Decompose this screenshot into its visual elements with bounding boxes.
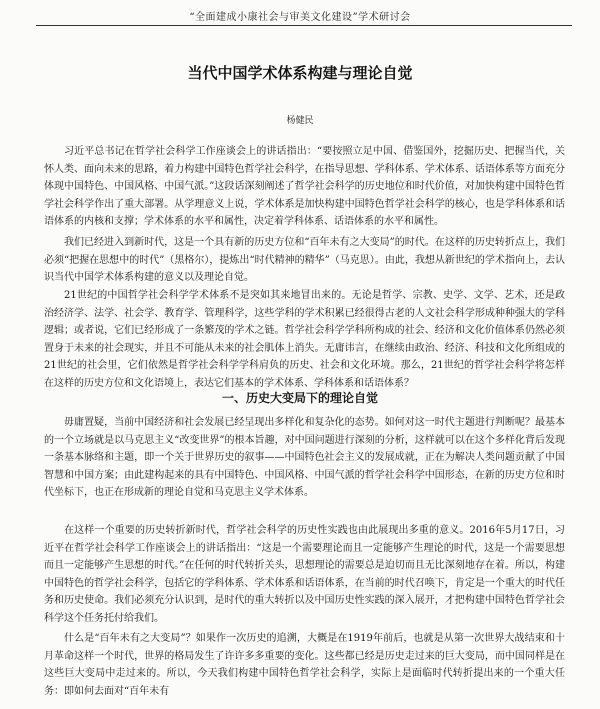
header-rule xyxy=(36,25,572,26)
paragraph: 什么是“百年未有之大变局”？如果作一次历史的追溯，大概是在1919年前后，也就是从第一次世界大战结束和十月革命这样一个时代，世界的格局发生了许许多多重要的变化。这些都已经是历史走过来的巨大变局，而中国同样是在这些巨大变局中走过来的。所以，今天我们构建中国特色哲学社会科学，实际上是面临时代转折提出来的一个重大任务：即如何去面对“百年未有 xyxy=(44,633,565,697)
paragraph: 21世纪的中国哲学社会科学学术体系不是突如其来地冒出来的。无论是哲学、宗教、史学、文学、艺术，还是政治经济学、法学、社会学、教育学、管理科学，这些学科的学术积累已经很得古老的人文社会科学形成种种强大的学科逻辑；或者说，它们已经形成了一条繁茂的学术之链。哲学社会科学学科所构成的社会、经济和文化价值体系仍然必须置身于未来的社会现实，并且不可能从未来的社会肌体上消失。无庸讳言，在继续由政治、经济、科技和文化所组成的21世纪的社会里，它们依然是哲学社会科学学科肩负的历史、社会和文化环境。那么，21世纪的哲学社会科学将怎样在这样的历史方位和文化语境上，表达它们基本的学术体系、学科体系和话语体系？ xyxy=(44,290,565,389)
author-name: 杨健民 xyxy=(286,116,314,126)
page-title: 当代中国学术体系构建与理论自觉 xyxy=(187,64,413,82)
paragraph: 习近平总书记在哲学社会科学工作座谈会上的讲话指出：“要按照立足中国、借鉴国外，挖掘历史、把握当代，关怀人类、面向未来的思路，着力构建中国特色哲学社会科学，在指导思想、学科体系、学术体系、话语体系等方面充分体现中国特色、中国风格、中国气派。”这段话深刻阐述了哲学社会科学的历史地位和时代价值，对加快构建中国特色哲学社会科学作出了重大部署。从学理意义上说，学术体系是加快构建中国特色哲学社会科学的核心，也是学科体系和话语体系的内核和支撑；学术体系的水平和属性，决定着学科体系、话语体系的水平和属性。 xyxy=(44,146,565,228)
section-heading: 一、历史大变局下的理论自觉 xyxy=(221,391,378,405)
paragraph: 在这样一个重要的历史转折新时代，哲学社会科学的历史性实践也由此展现出多重的意义。2016年5月17日，习近平在哲学社会科学工作座谈会上的讲话指出：“这是一个需要理论而且一定能够产生理论的时代，这是一个需要思想而且一定能够产生思想的时代。”在任何的时代转折关头，思想理论的需要总是迫切而且无比深刻地存在着。所以，构建中国特色的哲学社会科学，包括它的学科体系、学术体系和话语体系，在当前的时代召唤下，肯定是一个重大的时代任务和历史使命。我们必须充分认识到，是时代的重大转折以及中国历史性实践的深入展开，才把构建中国特色哲学社会科学这个任务托付给我们。 xyxy=(44,525,565,624)
page-header: “全面建成小康社会与审美文化建设”学术研讨会 xyxy=(189,12,411,23)
paragraph: 毋庸置疑，当前中国经济和社会发展已经呈现出多样化和复杂化的态势。如何对这一时代主题进行判断呢？最基本的一个立场就是以马克思主义“改变世界”的根本旨趣，对中国问题进行深刻的分析，这样就可以在这个多样化背后发现一条基本脉络和主题，即一个关于世界历史的叙事——中国特色社会主义的发展成就，正在为解决人类问题贡献了中国智慧和中国方案；由此建构起来的具有中国特色、中国风格、中国气派的哲学社会科学中国形态，在新的历史方位和时代坐标下，也正在形成新的理论自觉和马克思主义学术体系。 xyxy=(44,417,565,499)
paragraph: 我们已经进入到新时代，这是一个具有新的历史方位和“百年未有之大变局”的时代。在这样的历史转折点上，我们必须“把握在思想中的时代”（黑格尔），提炼出“时代精神的精华”（马克思）。由此，我想从新世纪的学术指向上，去认识当代中国学术体系构建的意义以及理论自觉。 xyxy=(44,237,565,284)
